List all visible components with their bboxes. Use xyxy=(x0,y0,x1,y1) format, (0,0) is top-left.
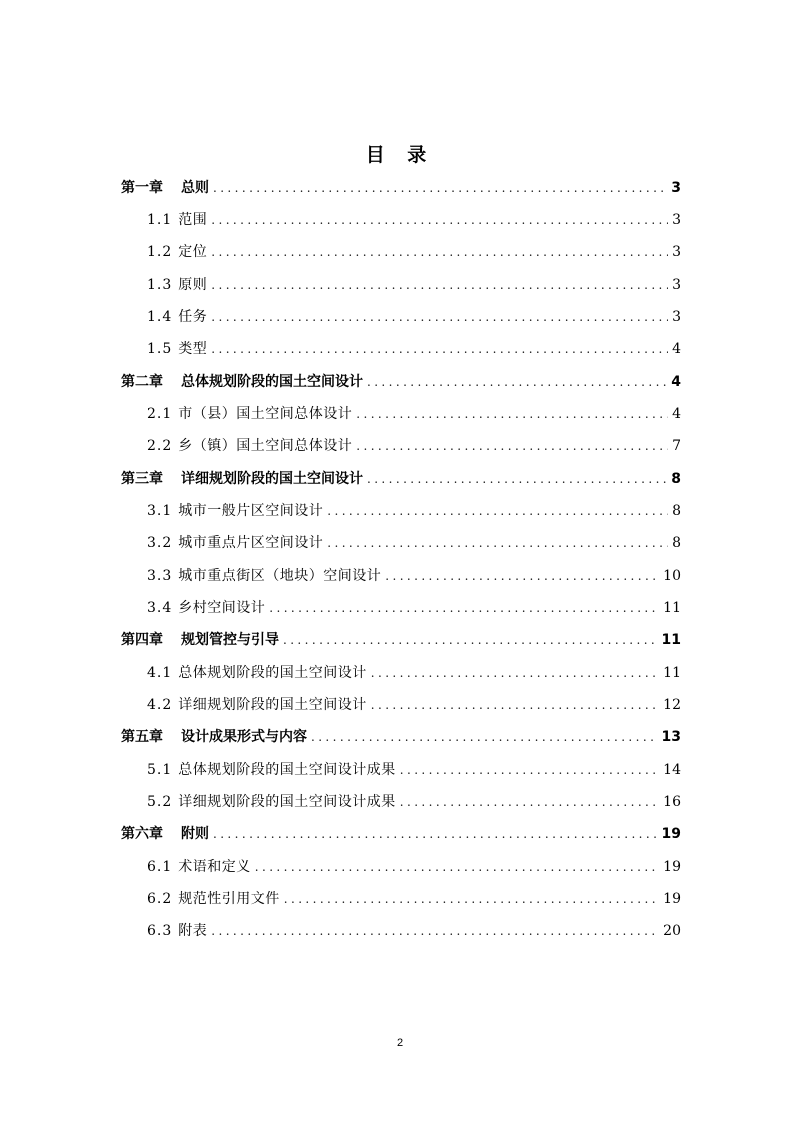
toc-section-row[interactable] xyxy=(147,529,681,553)
section-number: 4.1 xyxy=(147,665,173,681)
dot-leader xyxy=(283,634,658,646)
toc-section-row[interactable] xyxy=(147,917,681,941)
page-number: 10 xyxy=(663,568,681,584)
toc-section-row[interactable] xyxy=(147,853,681,877)
dot-leader xyxy=(400,764,659,776)
chapter-title: 规划管控与引导 xyxy=(181,632,279,648)
section-number: 3.3 xyxy=(147,568,173,584)
section-number: 2.2 xyxy=(147,438,173,454)
dot-leader xyxy=(385,570,659,582)
dot-leader xyxy=(211,343,668,355)
section-number: 5.2 xyxy=(147,794,173,810)
dot-leader xyxy=(327,505,668,517)
chapter-number: 第五章 xyxy=(121,729,163,745)
section-title: 规范性引用文件 xyxy=(178,891,280,907)
section-title: 市（县）国土空间总体设计 xyxy=(178,406,353,422)
section-title: 总体规划阶段的国土空间设计成果 xyxy=(178,762,396,778)
dot-leader xyxy=(356,440,668,452)
section-number: 4.2 xyxy=(147,697,173,713)
section-number: 1.2 xyxy=(147,244,173,260)
toc-section-row[interactable] xyxy=(147,659,681,683)
toc-section-row[interactable] xyxy=(147,335,681,359)
page-number: 8 xyxy=(672,535,681,551)
toc-section-row[interactable] xyxy=(147,885,681,909)
section-number: 1.3 xyxy=(147,277,173,293)
section-title: 乡（镇）国土空间总体设计 xyxy=(178,438,353,454)
toc-section-row[interactable] xyxy=(147,497,681,521)
dot-leader xyxy=(211,214,668,226)
section-title: 总体规划阶段的国土空间设计 xyxy=(178,665,367,681)
toc-chapter-row[interactable] xyxy=(121,626,681,650)
section-title: 城市重点片区空间设计 xyxy=(178,535,324,551)
chapter-number: 第二章 xyxy=(121,374,163,390)
dot-leader xyxy=(269,602,659,614)
section-title: 城市一般片区空间设计 xyxy=(178,503,324,519)
chapter-number: 第四章 xyxy=(121,632,163,648)
dot-leader xyxy=(255,861,659,873)
page-number: 11 xyxy=(661,632,681,648)
chapter-number: 第六章 xyxy=(121,826,163,842)
page-number: 3 xyxy=(672,212,681,228)
section-title: 任务 xyxy=(178,309,208,325)
section-number: 1.1 xyxy=(147,212,173,228)
chapter-number: 第一章 xyxy=(121,180,163,196)
dot-leader xyxy=(371,667,659,679)
toc-section-row[interactable] xyxy=(147,432,681,456)
section-number: 1.5 xyxy=(147,341,173,357)
section-title: 原则 xyxy=(178,277,208,293)
page-number: 19 xyxy=(661,826,681,842)
section-number: 6.1 xyxy=(147,859,173,875)
toc-section-row[interactable] xyxy=(147,303,681,327)
page-number: 19 xyxy=(663,891,681,907)
page-number: 14 xyxy=(663,762,681,778)
toc-section-row[interactable] xyxy=(147,562,681,586)
section-title: 城市重点街区（地块）空间设计 xyxy=(178,568,382,584)
dot-leader xyxy=(327,537,668,549)
page-number: 3 xyxy=(671,180,681,196)
toc-chapter-row[interactable] xyxy=(121,465,681,489)
page-number: 8 xyxy=(672,503,681,519)
toc-section-row[interactable] xyxy=(147,788,681,812)
dot-leader xyxy=(211,311,668,323)
page-number: 4 xyxy=(672,406,681,422)
page-number: 3 xyxy=(672,244,681,260)
section-title: 定位 xyxy=(178,244,208,260)
section-number: 1.4 xyxy=(147,309,173,325)
section-number: 3.1 xyxy=(147,503,173,519)
section-number: 6.2 xyxy=(147,891,173,907)
toc-section-row[interactable] xyxy=(147,271,681,295)
page-number: 19 xyxy=(663,859,681,875)
chapter-title: 总体规划阶段的国土空间设计 xyxy=(181,374,363,390)
page-number: 4 xyxy=(671,374,681,390)
dot-leader xyxy=(284,893,659,905)
section-number: 6.3 xyxy=(147,923,173,939)
toc-section-row[interactable] xyxy=(147,238,681,262)
dot-leader xyxy=(213,182,667,194)
section-title: 详细规划阶段的国土空间设计成果 xyxy=(178,794,396,810)
toc-section-row[interactable] xyxy=(147,400,681,424)
page-number: 4 xyxy=(672,341,681,357)
section-title: 术语和定义 xyxy=(178,859,251,875)
dot-leader xyxy=(211,925,659,937)
toc-title: 目 录 xyxy=(365,144,435,166)
toc-chapter-row[interactable] xyxy=(121,368,681,392)
page-number-footer: 2 xyxy=(396,1037,404,1049)
toc-chapter-row[interactable] xyxy=(121,820,681,844)
page-number: 3 xyxy=(672,309,681,325)
page-number: 11 xyxy=(663,600,681,616)
section-title: 乡村空间设计 xyxy=(178,600,266,616)
dot-leader xyxy=(400,796,659,808)
toc-chapter-row[interactable] xyxy=(121,723,681,747)
page-number: 7 xyxy=(672,438,681,454)
section-number: 3.2 xyxy=(147,535,173,551)
page-number: 8 xyxy=(671,471,681,487)
toc-section-row[interactable] xyxy=(147,206,681,230)
section-title: 范围 xyxy=(178,212,208,228)
dot-leader xyxy=(211,246,668,258)
dot-leader xyxy=(311,731,658,743)
chapter-number: 第三章 xyxy=(121,471,163,487)
page-number: 16 xyxy=(663,794,681,810)
toc-section-row[interactable] xyxy=(147,756,681,780)
dot-leader xyxy=(367,473,667,485)
section-title: 附表 xyxy=(178,923,208,939)
toc-section-row[interactable] xyxy=(147,594,681,618)
dot-leader xyxy=(213,828,658,840)
dot-leader xyxy=(356,408,668,420)
section-number: 3.4 xyxy=(147,600,173,616)
dot-leader xyxy=(367,376,667,388)
page-number: 12 xyxy=(663,697,681,713)
chapter-title: 设计成果形式与内容 xyxy=(181,729,307,745)
toc-section-row[interactable] xyxy=(147,691,681,715)
chapter-title: 附则 xyxy=(181,826,209,842)
section-number: 5.1 xyxy=(147,762,173,778)
dot-leader xyxy=(211,279,668,291)
chapter-title: 总则 xyxy=(181,180,209,196)
page-number: 11 xyxy=(663,665,681,681)
section-title: 类型 xyxy=(178,341,208,357)
toc-chapter-row[interactable] xyxy=(121,174,681,198)
section-number: 2.1 xyxy=(147,406,173,422)
dot-leader xyxy=(371,699,659,711)
chapter-title: 详细规划阶段的国土空间设计 xyxy=(181,471,363,487)
page-number: 13 xyxy=(661,729,681,745)
section-title: 详细规划阶段的国土空间设计 xyxy=(178,697,367,713)
page-number: 20 xyxy=(663,923,681,939)
page-number: 3 xyxy=(672,277,681,293)
